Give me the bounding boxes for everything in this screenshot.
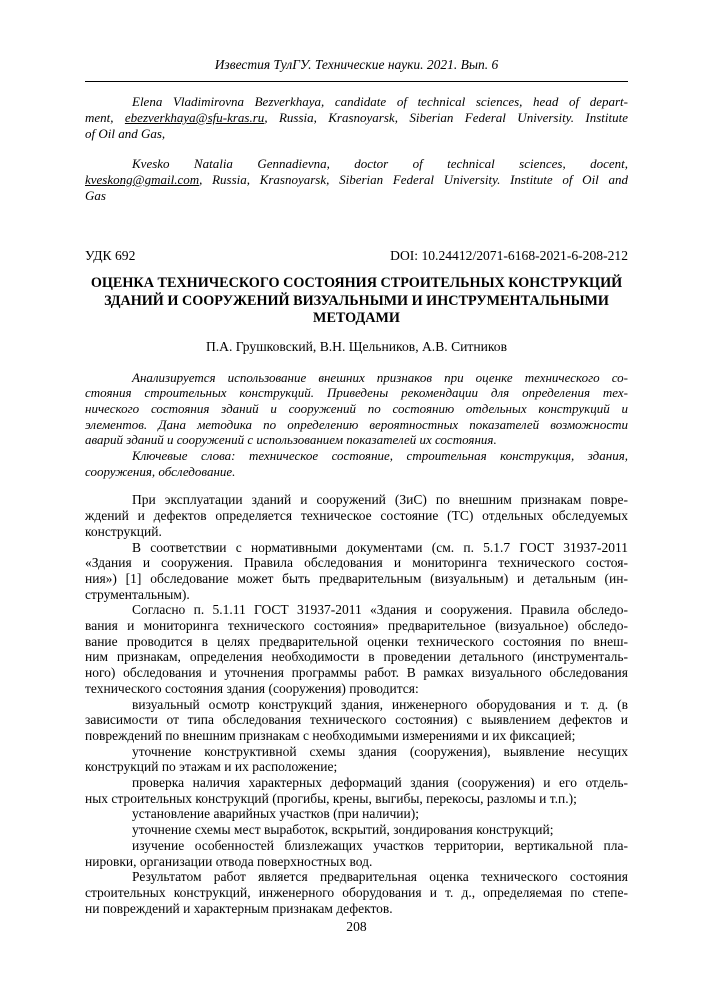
text-segment: ных строительных конструкций (прогибы, крены, выгибы, перекосы, разломы и т.п.); [85, 790, 577, 806]
page-content [85, 0, 628, 935]
text-segment: уточнение конструктивной схемы здания (сооружения), выявление несущих [132, 743, 628, 759]
text-line [85, 172, 628, 188]
text-segment: уточнение схемы мест выработок, вскрытий, зондирования конструкций; [132, 822, 554, 838]
text-line [85, 759, 628, 775]
text-segment: ним признакам, определения необходимости в проведении детального (инструменталь- [85, 649, 628, 665]
text-line [85, 901, 628, 917]
text-line [85, 492, 628, 508]
abstract-paragraph [85, 448, 628, 479]
text-segment: конструкций. [85, 523, 162, 539]
text-segment: Kvesko Natalia Gennadievna, doctor of technical sciences, docent, [132, 156, 628, 171]
body-paragraph [85, 492, 628, 539]
udc-label: УДК 692 [85, 248, 136, 263]
text-segment: Elena Vladimirovna Bezverkhaya, candidate of technical sciences, head of depart- [132, 94, 628, 109]
text-line [85, 587, 628, 603]
text-line [85, 540, 628, 556]
meta-row [85, 248, 628, 264]
text-line [85, 885, 628, 901]
text-segment: конструкций по этажам и их расположение; [85, 759, 338, 775]
article-body [85, 492, 628, 916]
text-line [85, 555, 628, 571]
text-line [85, 791, 628, 807]
title-line: ЗДАНИЙ И СООРУЖЕНИЙ ВИЗУАЛЬНЫМИ И ИНСТРУМЕНТАЛЬНЫМИ [104, 292, 609, 309]
abstract-paragraph [85, 370, 628, 449]
text-segment: ждений и дефектов определяется техническое состояние (ТС) отдельных обследуемых [85, 508, 628, 524]
text-line [85, 728, 628, 744]
text-segment: технического состояния здания (сооружения) проводится: [85, 680, 419, 696]
text-segment: стояния строительных конструкций. Приведены рекомендации для определения тех- [85, 385, 628, 401]
affiliation-paragraph [85, 156, 628, 204]
body-paragraph [85, 806, 628, 822]
text-line [85, 385, 628, 401]
text-line [85, 110, 628, 126]
text-line [85, 188, 628, 204]
text-segment: установление аварийных участков (при наличии); [132, 806, 419, 822]
text-line [85, 417, 628, 433]
body-paragraph [85, 744, 628, 775]
title-line: МЕТОДАМИ [313, 310, 400, 326]
text-line [85, 697, 628, 713]
text-segment: , Russia, Krasnoyarsk, Siberian Federal University. Institute [264, 110, 628, 125]
text-segment: ни повреждений и характерным признакам дефектов. [85, 900, 393, 916]
body-paragraph [85, 822, 628, 838]
text-segment: вания и мониторинга технического состояния» предварительное (визуальное) обследо- [85, 618, 628, 634]
text-line [85, 94, 628, 110]
header-rule [85, 81, 628, 82]
text-segment: зависимости от типа обследования технического состояния) с выявлением дефектов и [85, 712, 628, 728]
body-paragraph [85, 869, 628, 916]
text-line [85, 571, 628, 587]
author-affiliations-en [85, 94, 628, 204]
text-segment: «Здания и сооружения. Правила обследования и мониторинга технического состоя- [85, 555, 628, 571]
text-line [85, 665, 628, 681]
title-line: ОЦЕНКА ТЕХНИЧЕСКОГО СОСТОЯНИЯ СТРОИТЕЛЬНЫХ КОНСТРУКЦИЙ [90, 275, 623, 291]
email-link-bezverkhaya[interactable]: ebezverkhaya@sfu-kras.ru [124, 110, 265, 125]
text-segment: ния») [1] обследование может быть предварительным (визуальным) и детальным (ин- [85, 570, 628, 586]
text-line [85, 822, 628, 838]
text-line [85, 401, 628, 417]
text-line [85, 634, 628, 650]
text-segment: нировки, организации отвода поверхностных вод. [85, 853, 373, 869]
doi-label: DOI: 10.24412/2071-6168-2021-6-208-212 [390, 248, 628, 263]
text-segment: of Oil and Gas, [85, 126, 166, 141]
page-number: 208 [346, 919, 367, 935]
text-segment: визуальный осмотр конструкций здания, инженерного оборудования и т. д. (в [132, 696, 628, 712]
article-title [85, 275, 628, 328]
text-segment: ment, [85, 110, 125, 125]
abstract [85, 370, 628, 480]
text-segment: строительных конструкций, инженерного оборудования и т. д., определяемая по степе- [85, 885, 628, 900]
text-segment: В соответствии с нормативными документами (см. п. 5.1.7 ГОСТ 31937-2011 [132, 539, 628, 555]
text-line [85, 156, 628, 172]
text-line [85, 838, 628, 854]
text-segment: нического состояния зданий и сооружений по состоянию отдельных конструкций и [85, 400, 628, 416]
text-line [85, 370, 628, 386]
text-line [85, 649, 628, 665]
text-segment: При эксплуатации зданий и сооружений (ЗиС) по внешним признакам повре- [132, 492, 628, 508]
text-segment: сооружения, обследование. [85, 463, 236, 479]
text-segment: Результатом работ является предварительная оценка технического состояния [132, 869, 628, 885]
authors-ru: П.А. Грушковский, В.Н. Щельников, А.В. Ситников [205, 338, 508, 354]
text-segment: Анализируется использование внешних признаков при оценке технического со- [132, 369, 628, 385]
text-line [85, 602, 628, 618]
text-segment: проверка наличия характерных деформаций здания (сооружения) и его отдель- [132, 775, 628, 791]
text-line [85, 681, 628, 697]
email-link-kvesko[interactable]: kveskong@gmail.com [85, 172, 200, 187]
text-segment: аварий зданий и сооружений с использованием показателей их состояния. [85, 432, 497, 448]
body-paragraph [85, 540, 628, 603]
text-line [85, 464, 628, 480]
text-line [85, 806, 628, 822]
text-segment: , Russia, Krasnoyarsk, Siberian Federal University. Institute of Oil and [199, 172, 628, 187]
text-line [85, 869, 628, 885]
text-line [85, 775, 628, 791]
text-line [85, 744, 628, 760]
text-segment: ного) обследования и уточнения программы работ. В рамках визуального обследования [85, 665, 628, 681]
text-segment: изучение особенностей близлежащих участков территории, вертикальной пла- [132, 837, 628, 853]
text-segment: Gas [85, 188, 106, 203]
body-paragraph [85, 602, 628, 696]
text-line [85, 712, 628, 728]
text-line [85, 508, 628, 524]
text-segment: струментальным). [85, 586, 190, 602]
text-line [85, 126, 628, 142]
text-line [85, 432, 628, 448]
text-line [85, 448, 628, 464]
text-segment: Согласно п. 5.1.11 ГОСТ 31937-2011 «Здания и сооружения. Правила обследо- [132, 602, 628, 618]
body-paragraph [85, 775, 628, 806]
text-segment: вание проводится в целях предварительной оценки технического состояния по внеш- [85, 633, 628, 649]
affiliation-paragraph [85, 94, 628, 142]
body-paragraph [85, 838, 628, 869]
text-segment: повреждений по внешним признакам с необходимыми измерениями и их фиксацией; [85, 727, 576, 743]
text-line [85, 854, 628, 870]
body-paragraph [85, 697, 628, 744]
text-line [85, 524, 628, 540]
text-segment: Ключевые слова: техническое состояние, строительная конструкция, здания, [132, 448, 628, 464]
text-segment: элементов. Дана методика по определению вероятностных показателей возможности [85, 416, 628, 432]
text-line [85, 618, 628, 634]
journal-header: Известия ТулГУ. Технические науки. 2021. Вып. 6 [214, 57, 499, 72]
